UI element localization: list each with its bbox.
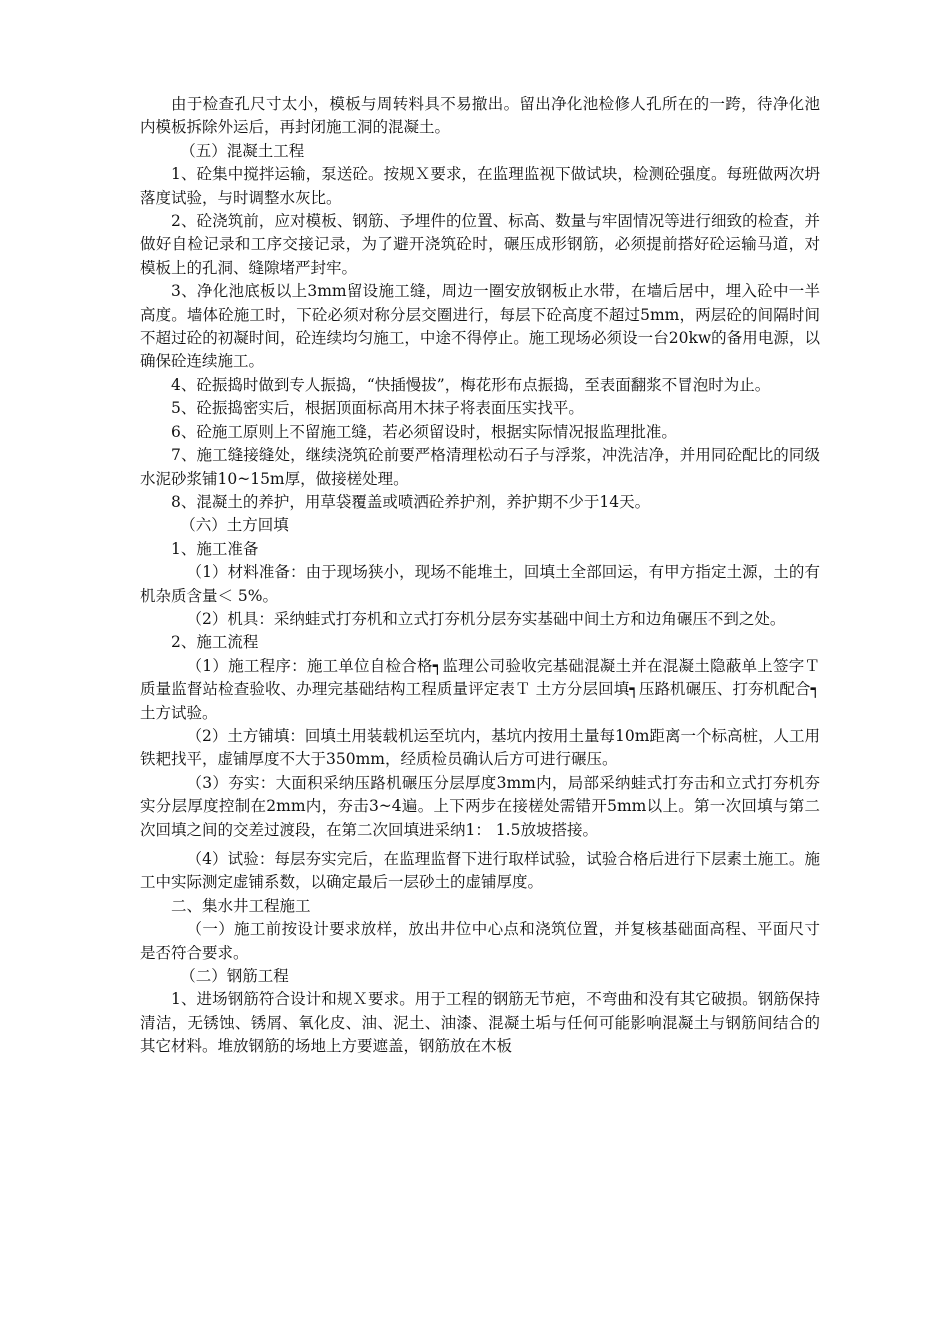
paragraph-21: （一）施工前按设计要求放样，放出井位中心点和浇筑位置，并复核基础面高程、平面尺寸是否符合要求。 [140, 920, 820, 962]
paragraph-12: 1、施工准备 [171, 539, 259, 558]
paragraph-8: 6、砼施工原则上不留施工缝，若必须留设时，根据实际情况报监理批准。 [171, 422, 677, 441]
paragraph-13: （1）材料准备：由于现场狭小，现场不能堆土，回填土全部回运，有甲方指定土源，土的有机杂质含量＜ 5%。 [140, 563, 820, 605]
paragraph-14: （2）机具：采纳蛙式打夯机和立式打夯机分层夯实基础中间土方和边角碾压不到之处。 [186, 609, 786, 628]
paragraph-4: 2、砼浇筑前，应对模板、钢筋、予埋件的位置、标高、数量与牢固情况等进行细致的检查，并做好自检记录和工序交接记录，为了避开浇筑砼时，碾压成形钢筋，必须提前搭好砼运输马道，对模板上的孔洞、缝隙堵严封牢。 [140, 212, 820, 277]
paragraph-15: 2、施工流程 [171, 633, 259, 652]
paragraph-2: （五）混凝土工程 [180, 141, 305, 160]
paragraph-16: （1）施工程序：施工单位自检合格┑监理公司验收完基础混凝土并在混凝土隐蔽单上签字Ｔ质量监督站检查验收、办理完基础结构工程质量评定表Ｔ 土方分层回填┑压路机碾压、打夯机配合┑ 土方试验。 [140, 656, 820, 722]
paragraph-1: 由于检查孔尺寸太小，模板与周转料具不易撤出。留出净化池检修人孔所在的一跨，待净化池内模板拆除外运后，再封闭施工洞的混凝土。 [140, 95, 820, 137]
paragraph-11: （六）土方回填 [180, 516, 289, 535]
paragraph-5: 3、净化池底板以上3mm留设施工缝，周边一圈安放钢板止水带，在墙后居中，埋入砼中一半高度。墙体砼施工时，下砼必须对称分层交圈进行，每层下砼高度不超过5mm，两层砼的间隔时间不超过砼的初凝时间，砼连续均匀施工，中途不得停止。施工现场必须设一台20kw的备用电源，以确保砼连续施工。 [140, 282, 820, 371]
paragraph-22: （二）钢筋工程 [180, 967, 289, 986]
paragraph-17: （2）土方铺填：回填土用装载机运至坑内，基坑内按用土量每10m距离一个标高桩，人工用铁耙找平，虚铺厚度不大于350mm，经质检员确认后方可进行碾压。 [140, 726, 820, 769]
document-page [140, 93, 820, 1059]
paragraph-3: 1、砼集中搅拌运输，泵送砼。按规Ｘ要求，在监理监视下做试块，检测砼强度。每班做两次坍落度试验，与时调整水灰比。 [140, 165, 820, 207]
paragraph-18: （3）夯实：大面积采纳压路机碾压分层厚度3mm内，局部采纳蛙式打夯击和立式打夯机夯实分层厚度控制在2mm内，夯击3~4遍。上下两步在接槎处需错开5mm以上。第一次回填与第二次回填之间的交差过渡段，在第二次回填进采纳1： 1.5放坡搭接。 [140, 773, 820, 839]
paragraph-10: 8、混凝土的养护，用草袋覆盖或喷洒砼养护剂，养护期不少于14天。 [171, 492, 651, 511]
paragraph-9: 7、施工缝接缝处，继续浇筑砼前要严格清理松动石子与浮浆，冲洗洁净，并用同砼配比的同级水泥砂浆铺10~15m厚，做接槎处理。 [140, 446, 820, 488]
paragraph-6: 4、砼振捣时做到专人振捣，“快插慢拔”，梅花形布点振捣，至表面翻浆不冒泡时为止。 [171, 375, 771, 394]
paragraph-23: 1、进场钢筋符合设计和规Ｘ要求。用于工程的钢筋无节疤，不弯曲和没有其它破损。钢筋保持清洁，无锈蚀、锈屑、氧化皮、油、泥土、油漆、混凝土垢与任何可能影响混凝土与钢筋间结合的其它材料。堆放钢筋的场地上方要遮盖，钢筋放在木板 [140, 990, 820, 1056]
paragraph-7: 5、砼振捣密实后，根据顶面标高用木抹子将表面压实找平。 [171, 399, 584, 418]
paragraph-19: （4）试验：每层夯实完后，在监理监督下进行取样试验，试验合格后进行下层素土施工。施工中实际测定虚铺系数，以确定最后一层砂土的虚铺厚度。 [140, 850, 820, 892]
paragraph-20: 二、集水井工程施工 [171, 896, 311, 915]
